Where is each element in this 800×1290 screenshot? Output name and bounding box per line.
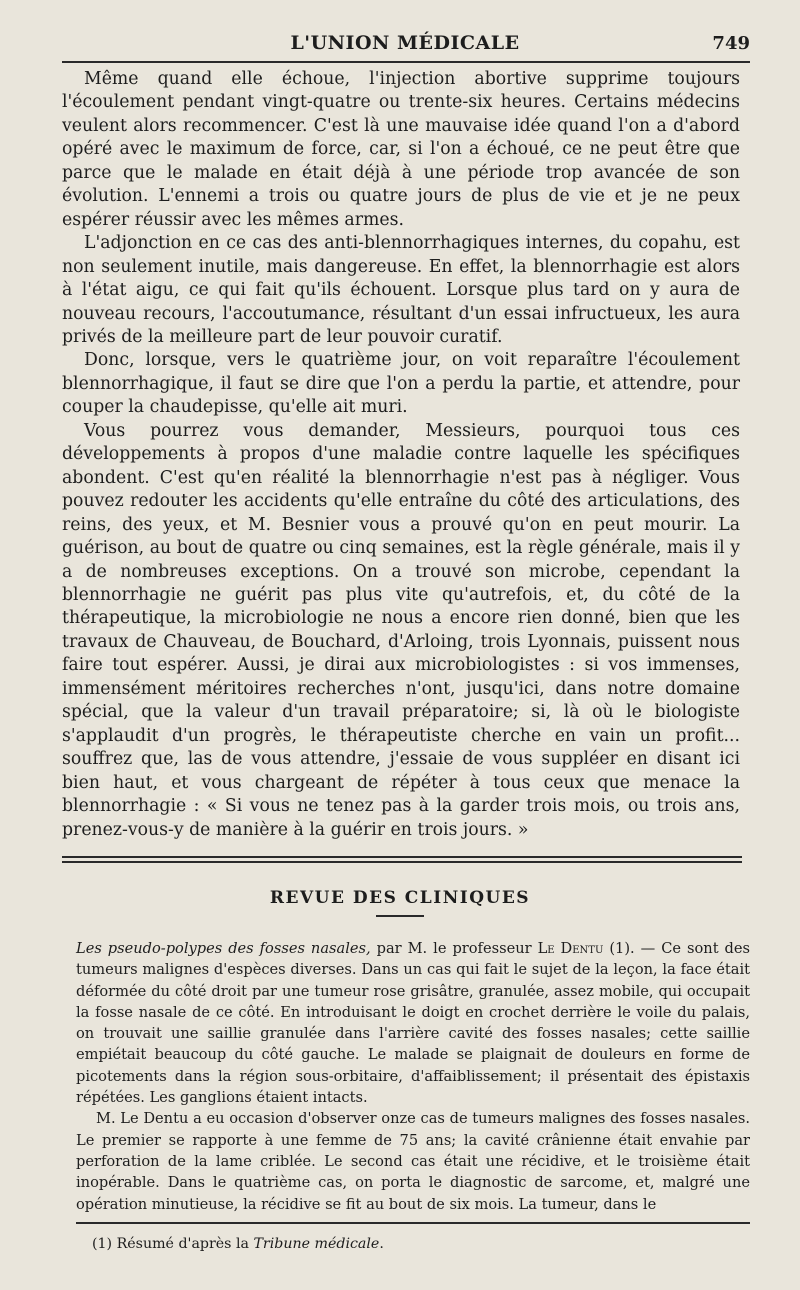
footnote-rule: [76, 1222, 750, 1224]
clinique-text: [76, 938, 750, 1215]
clinique-paragraph: M. Le Dentu a eu occasion d'observer onze cas de tumeurs malignes des fosses nasales. Le premier se rapporte à une femme de 75 ans; la cavité crânienne était envahie par perforation de la lame criblée. Le second cas était une récidive, et le troisième était inopérable. Dans le quatrième cas, on porta le diagnostic de sarcome, et, malgré une opération minutieuse, la récidive se fit au bout de six mois. La tumeur, dans le: [76, 1110, 750, 1213]
section-title: REVUE DES CLINIQUES: [269, 888, 531, 908]
clinique-paragraph: Les pseudo-polypes des fosses nasales, par M. le professeur Le Dentu (1). — Ce sont des tumeurs malignes d'espèces diverses. Dans un cas qui fait le sujet de la leçon, la face était déformée du côté droit par une tumeur rose grisâtre, granulée, assez mobile, qui occupait la fosse nasale de ce côté. En introduisant le doigt en crochet derrière le voile du palais, on trouvait une saillie granulée dans l'arrière cavité des fosses nasales; cette saillie empiétait beaucoup du côté gauche. Le malade se plaignait de douleurs en forme de picotements dans la région sous-orbitaire, d'affaiblissement; il présentait des épistaxis répétées. Les ganglions étaient intacts.: [76, 940, 750, 1107]
paragraph: L'adjonction en ce cas des anti-blennorrhagiques internes, du copahu, est non seulement inutile, mais dangereuse. En effet, la blennorrhagie est alors à l'état aigu, ce qui fait qu'ils échouent. Lorsque plus tard on y aura de nouveau recours, l'accoutumance, résultant d'un essai infructueux, les aura privés de la meilleure part de leur pouvoir curatif.: [62, 233, 740, 347]
footnote: (1) Résumé d'après la Tribune médicale.: [92, 1236, 384, 1252]
author-name: Le Dentu: [537, 940, 604, 957]
article-title: Les pseudo-polypes des fosses nasales,: [76, 940, 371, 957]
running-header: [60, 30, 750, 60]
footnote-source: Tribune médicale: [253, 1236, 380, 1252]
journal-title: L'UNION MÉDICALE: [290, 32, 520, 54]
page-number: 749: [712, 33, 750, 54]
paragraph: Même quand elle échoue, l'injection abortive supprime toujours l'écoulement pendant vingt-quatre ou trente-six heures. Certains médecins veulent alors recommencer. C'est là une mauvaise idée quand l'on a d'abord opéré avec le maximum de force, car, si l'on a échoué, ce ne peut être que parce que le malade en était déjà à une période trop avancée de son évolution. L'ennemi a trois ou quatre jours de plus de vie et je ne peux espérer réussir avec les mêmes armes.: [62, 69, 740, 230]
paragraph: Donc, lorsque, vers le quatrième jour, on voit reparaître l'écoulement blennorrhagique, il faut se dire que l'on a perdu la partie, et attendre, pour couper la chaudepisse, qu'elle ait muri.: [62, 350, 740, 418]
section-rule-bottom: [62, 861, 742, 863]
paragraph: Vous pourrez vous demander, Messieurs, pourquoi tous ces développements à propos d'une maladie contre laquelle les spécifiques abondent. C'est qu'en réalité la blennorrhagie n'est pas à négliger. Vous pouvez redouter les accidents qu'elle entraîne du côté des articulations, des reins, des yeux, et M. Besnier vous a prouvé qu'on en peut mourir. La guérison, au bout de quatre ou cinq semaines, est la règle générale, mais il y a de nombreuses exceptions. On a trouvé son microbe, cependant la blennorrhagie ne guérit pas plus vite qu'autrefois, et, du côté de la thérapeutique, la microbiologie ne nous a encore rien donné, bien que les travaux de Chauveau, de Bouchard, d'Arloing, trois Lyonnais, puissent nous faire tout espérer. Aussi, je dirai aux microbiologistes : si vos immenses, immensément méritoires recherches n'ont, jusqu'ici, dans notre domaine spécial, que la valeur d'un travail préparatoire; si, là où le biologiste s'applaudit d'un progrès, le thérapeutiste cherche en vain un profit... souffrez que, las de vous attendre, j'essaie de vous suppléer en disant ici bien haut, et vous chargeant de répéter à tous ceux que menace la blennorrhagie : « Si vous ne tenez pas à la garder trois mois, ou trois ans, prenez-vous-y de manière à la guérir en trois jours. »: [62, 420, 740, 840]
section-rule-top: [62, 856, 742, 858]
section-title-underline: [376, 915, 424, 917]
main-text: [62, 68, 740, 842]
header-rule: [62, 61, 750, 63]
